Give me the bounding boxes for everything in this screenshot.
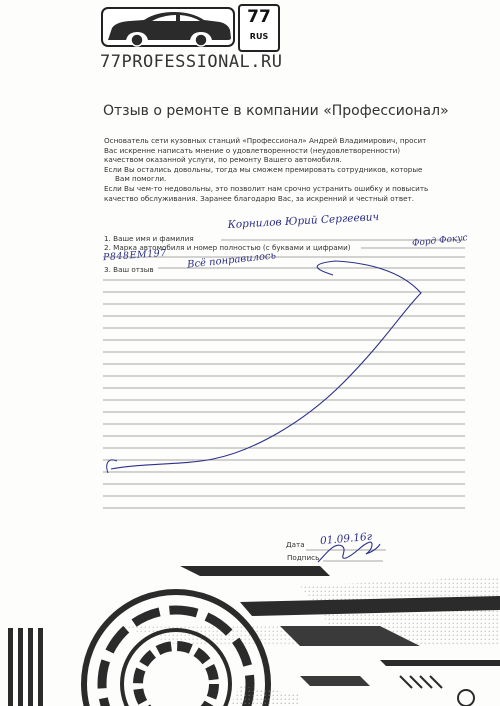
intro-line: качеством оказанной услуги, по ремонту Вашего автомобиля.: [104, 155, 342, 165]
car-logo-icon: [100, 4, 238, 50]
review-field-value[interactable]: Всё понравилось: [186, 250, 277, 271]
intro-paragraph: [104, 136, 464, 203]
name-field-label: 1. Ваше имя и фамилия: [104, 234, 194, 243]
signature-label: Подпись: [287, 553, 320, 562]
car-plate-value[interactable]: Р848ЕМ197: [102, 247, 168, 264]
name-field-value[interactable]: Корнилов Юрий Сергеевич: [227, 211, 380, 231]
car-field-value[interactable]: Форд Фокус: [411, 233, 469, 249]
intro-line: Основатель сети кузовных станций «Профессионал» Андрей Владимирович, просит: [104, 136, 427, 145]
ruled-lines: [103, 233, 465, 573]
intro-line: Вас искренне написать мнение о удовлетворенности (неудовлетворенности): [104, 145, 401, 155]
date-label: Дата: [286, 540, 305, 549]
date-value[interactable]: 01.09.16г: [319, 530, 373, 548]
handwritten-signature: [312, 536, 382, 566]
decorative-footer-graphic: [0, 566, 500, 706]
plate-region: RUS: [249, 32, 269, 41]
intro-line: Вам помогли.: [115, 174, 167, 184]
plate-number: 77: [247, 7, 271, 27]
company-logo: [100, 4, 275, 50]
license-plate-logo: [238, 4, 280, 52]
document-title: Отзыв о ремонте в компании «Профессионал»: [103, 103, 449, 119]
intro-line: Если Вы остались довольны, тогда мы сможем премировать сотрудников, которые: [104, 164, 423, 174]
intro-line: качество обслуживания. Заранее благодарю Вас, за искренний и честный ответ.: [104, 193, 414, 203]
review-field-label: 3. Ваш отзыв: [104, 265, 154, 274]
site-url: 77PROFESSIONAL.RU: [100, 52, 283, 72]
car-field-label: 2. Марка автомобиля и номер полностью (с буквами и цифрами): [104, 243, 351, 252]
intro-line: Если Вы чем-то недовольны, это позволит нам срочно устранить ошибку и повысить: [104, 183, 429, 193]
